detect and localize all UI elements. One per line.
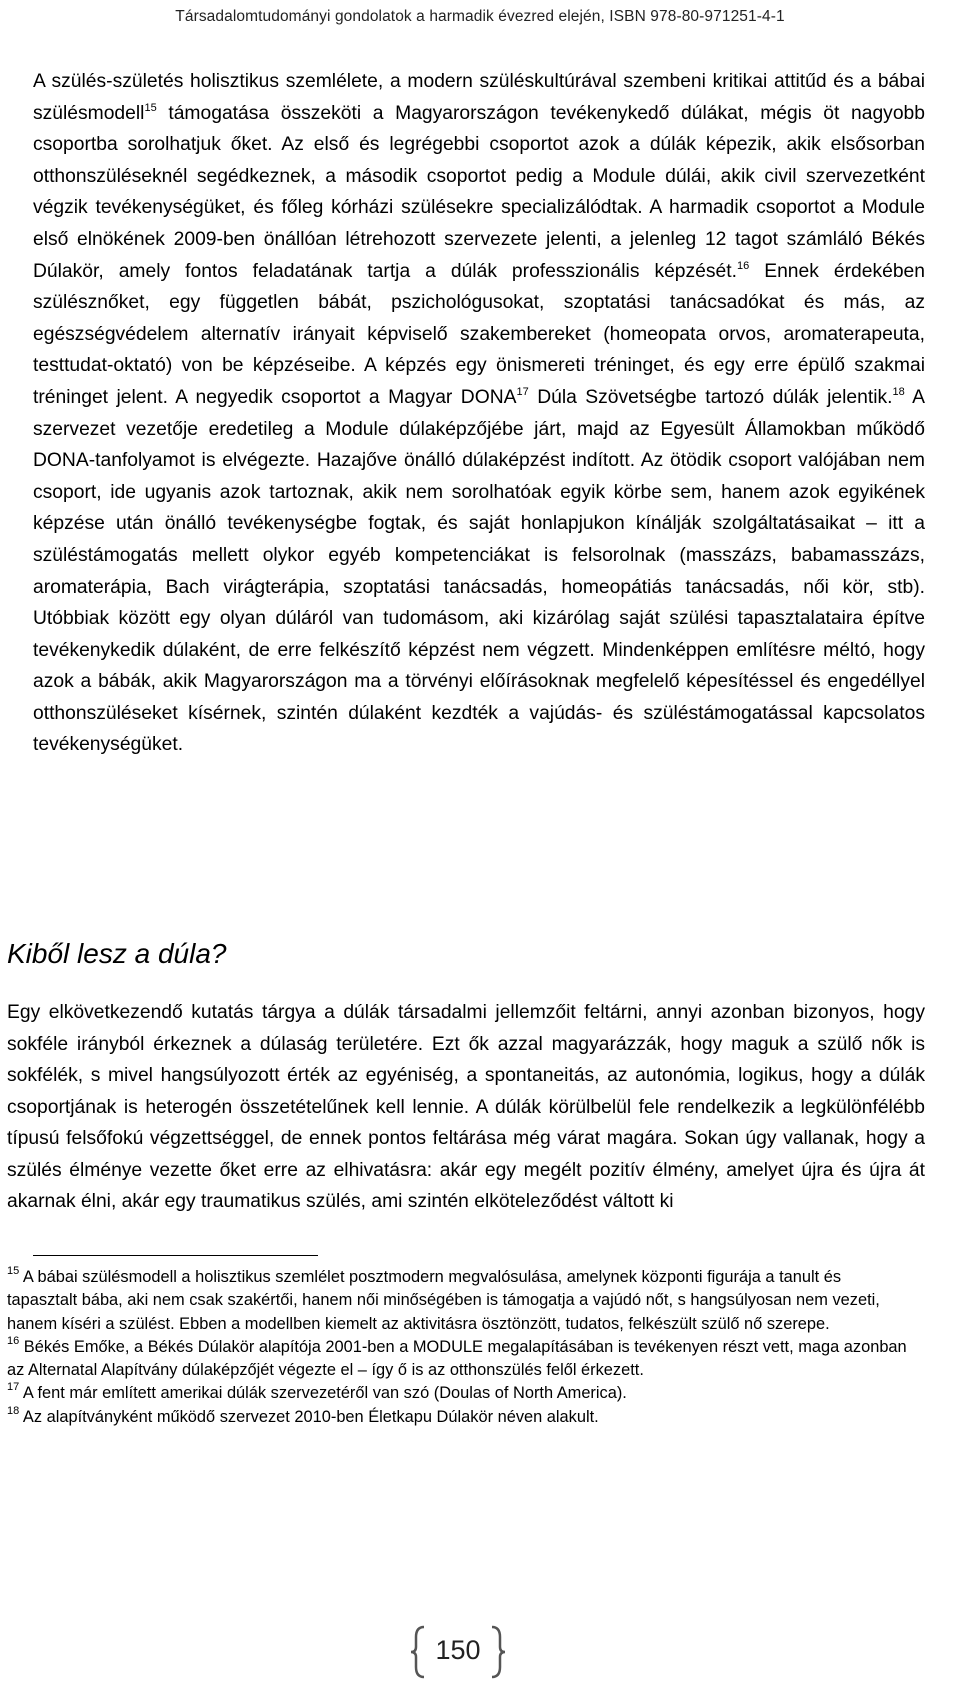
para1-text-a: A szülés-születés holisztikus szemlélete, a modern szüléskultúrával szembeni kritikai attitűd és a bábai szülésmodell (33, 71, 925, 124)
para1-text-e: A szervezet vezetője eredetileg a Module dúlaképzőjébe járt, majd az Egyesült Államokban működő DONA-tanfolyamot is elvégezte. Hazajőve önálló dúlaképzést indított. Az ötödik csoport valójában nem csoport, ide ugyanis azok tartoznak, akik nem sorolhatóak egyik körbe sem, hanem azok egyikének képzése után önálló tevékenységbe fogtak, és saját honlapjukon kínálják szolgáltatásaikat – itt a szüléstámogatás mellett olykor egyéb kompetenciákat is felsorolnak (masszázs, babamasszázs, aromaterápia, Bach virágterápia, szoptatási tanácsadás, homeopátiás tanácsadás, női kör, stb). Utóbbiak között egy olyan dúláról van tudomásom, aki kizárólag saját szülési tapasztalataira építve tevékenykedik dúlaként, de erre felkészítő képzést nem végzett. Mindenképpen említésre méltó, hogy azok a bábák, akik Magyarországon ma a törvényi előírásoknak megfelelő képesítéssel és engedéllyel otthonszüléseket kísérnek, szintén dúlaként kezdték a vajúdás- és szüléstámogatással kapcsolatos tevékenységüket. (33, 386, 926, 756)
footnote-number: 15 (7, 1265, 20, 1277)
para1-text-b: támogatása összeköti a Magyarországon tevékenykedő dúlákat, mégis öt nagyobb csoportba sorolhatjuk őket. Az első és legrégebbi csoportot azok a dúlák képezik, akik elsősorban otthonszüléseknél segédkeznek, a második csoportot pedig a Module dúlái, akik civil szervezetként végzik tevékenységüket, és főleg kórházi szülésekre specializálódtak. A harmadik csoportot a Module első elnökének 2009-ben önállóan létrehozott szervezete jelenti, a jelenleg 12 tagot számláló Békés Dúlakör, amely fontos feladatának tartja a dúlák professzionális képzését. (33, 102, 925, 282)
para1-text-c: Ennek érdekében szülésznőket, egy független bábát, pszichológusokat, szoptatási tanácsadókat és más, az egészségvédelem alternatív irányait képviselő szakembereket (homeopata orvos, aromaterapeuta, testtudat-oktató) von be képzéseibe. A képzés egy önismereti tréninget, és egy erre épülő szakmai tréninget jelent. A negyedik csoportot a Magyar DONA (33, 260, 925, 408)
footnote-text: A bábai szülésmodell a holisztikus szemlélet posztmodern megvalósulása, amelynek központi figurája a tanult és tapasztalt bába, aki nem csak szakértői, hanem női minőségében is támogatja a vajúdó nőt, s hangsúlyosan nem vezeti, hanem kíséri a szülést. Ebben a modellben kiemelt az aktivitásra ösztönzött, tudatos, felkészült szülő nő szerepe. (7, 1268, 880, 1333)
running-header: Társadalomtudományi gondolatok a harmadik évezred elején, ISBN 978-80-971251-4-1 (175, 8, 785, 25)
footnote-16 (7, 1336, 912, 1383)
page-number: 150 (435, 1635, 481, 1665)
footnote-text: Békés Emőke, a Békés Dúlakör alapítója 2001-ben a MODULE megalapításában is tevékenyen részt vett, maga azonban az Alternatal Alapítvány dúlaképzőjét végezte el – így ő is az otthonszülés felől érkezett. (7, 1337, 907, 1380)
footnote-text: A fent már említett amerikai dúlák szervezetéről van szó (Doulas of North America). (19, 1384, 627, 1403)
footnote-ref-18[interactable]: 18 (892, 385, 905, 398)
footnote-ref-16[interactable]: 16 (736, 259, 750, 272)
footnotes (7, 1266, 912, 1429)
footnote-15 (7, 1266, 912, 1336)
body-paragraph-2: Egy elkövetkezendő kutatás tárgya a dúlák társadalmi jellemzőit feltárni, annyi azonban bizonyos, hogy sokféle irányból érkeznek a dúlaság területére. Ezt ők azzal magyarázzák, hogy maguk a szülő nők is sokfélék, s mivel hangsúlyozott érték az egyéniség, a spontaneitás, az autonómia, logikus, hogy a dúlák csoportjának is heterogén összetételűnek kell lennie. A dúlák körülbelül fele rendelkezik a legkülönfélébb típusú felsőfokú végzettséggel, de ennek pontos feltárása még várat magára. Sokan úgy vallanak, hogy a szülés élménye vezette őket erre az elhivatásra: akár egy megélt pozitív élmény, amelyet újra és újra át akarnak élni, akár egy traumatikus szülés, ami szintén elköteleződést váltott ki (7, 1002, 925, 1212)
footnote-text: Az alapítványként működő szervezet 2010-ben Életkapu Dúlakör néven alakult. (19, 1407, 599, 1426)
section-heading: Kiből lesz a dúla? (7, 938, 227, 969)
footnote-separator (33, 1255, 318, 1256)
footnote-number: 17 (7, 1381, 20, 1394)
footnote-number: 16 (7, 1334, 20, 1347)
footnote-ref-15[interactable]: 15 (144, 101, 157, 114)
footnote-ref-17[interactable]: 17 (516, 385, 529, 398)
page-number-block (398, 1625, 518, 1679)
footnote-17 (7, 1382, 912, 1405)
footnote-number: 18 (7, 1404, 20, 1417)
footnote-18 (7, 1406, 912, 1429)
para1-text-d: Dúla Szövetségbe tartozó dúlák jelentik. (528, 386, 893, 408)
body-paragraph-1 (33, 66, 925, 761)
